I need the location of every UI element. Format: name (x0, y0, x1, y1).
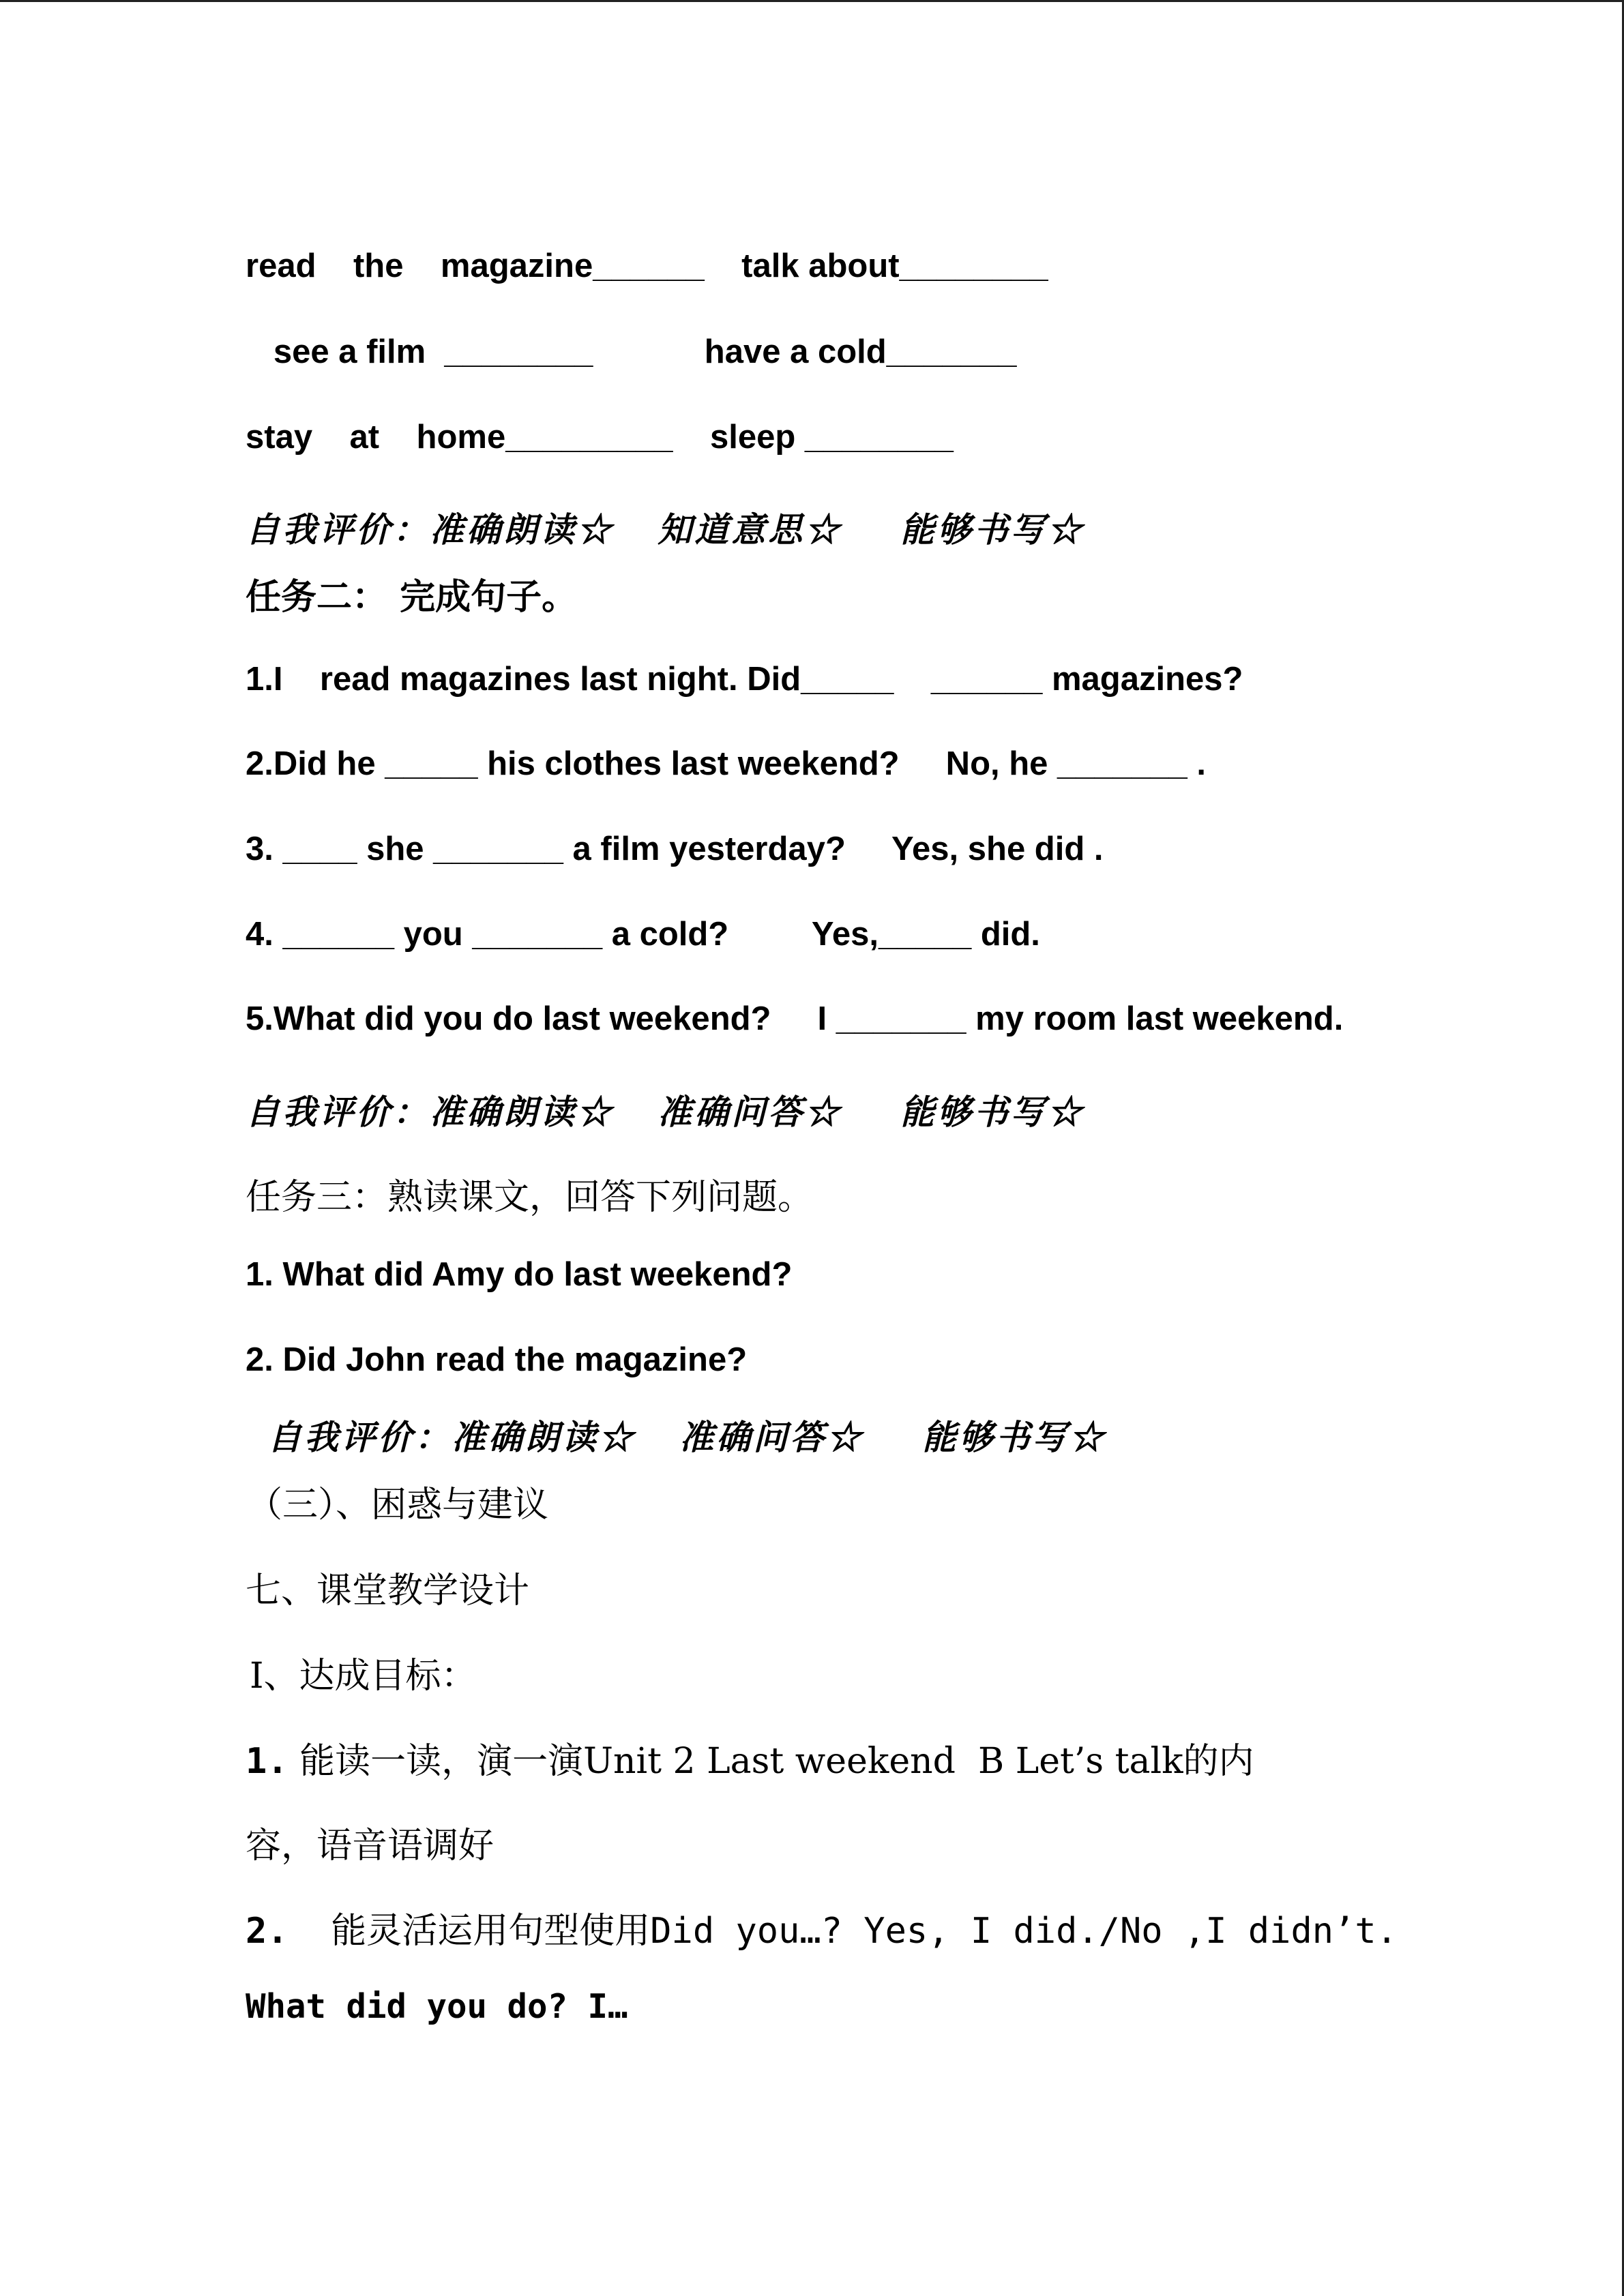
task2-item-4: 4. ______ you _______ a cold? Yes,_____ did. (246, 916, 1040, 953)
goal-item-2-text: 能灵活运用句型使用Did you…? Yes, I did./No ,I didn’t. (288, 1911, 1398, 1952)
goal-item-1-number: 1. (246, 1741, 289, 1782)
task3-item-1: 1. What did Amy do last weekend? (246, 1256, 793, 1293)
goal-item-1-line-2: 容，语音语调好 (246, 1825, 494, 1866)
task3-self-evaluation: 自我评价：准确朗读☆ 准确问答☆ 能够书写☆ (267, 1417, 1106, 1457)
goal-item-2-number: 2. (246, 1911, 289, 1952)
task1-row-3: stay at home_________ sleep ________ (246, 419, 954, 456)
task1-self-evaluation: 自我评价：准确朗读☆ 知道意思☆ 能够书写☆ (246, 509, 1084, 550)
task2-item-2: 2.Did he _____ his clothes last weekend? No, he _______ . (246, 745, 1207, 782)
task2-item-5: 5.What did you do last weekend? I _______ my room last weekend. (246, 1000, 1344, 1037)
section-confusion-suggestions: （三）、困惑与建议 (247, 1485, 549, 1525)
task2-item-1: 1.I read magazines last night. Did_____ ______ magazines? (246, 661, 1243, 698)
task2-item-3: 3. ____ she _______ a film yesterday? Yes, she did . (246, 831, 1104, 867)
goal-item-2-line-1 (246, 1902, 1398, 1953)
task1-row-2: see a film ________ have a cold_______ (246, 333, 1017, 370)
section-classroom-design: 七、课堂教学设计 (246, 1570, 530, 1611)
goal-item-1-text: 能读一读，演一演Unit 2 Last weekend B Let’s talk的内 (288, 1741, 1254, 1782)
goal-item-1-line-1 (246, 1732, 1254, 1783)
task3-item-2: 2. Did John read the magazine? (246, 1341, 748, 1378)
page-border-top (0, 0, 1624, 2)
task1-row-1: read the magazine______ talk about________ (246, 248, 1048, 284)
task2-self-evaluation: 自我评价：准确朗读☆ 准确问答☆ 能够书写☆ (246, 1092, 1084, 1132)
goals-heading: Ⅰ、达成目标： (250, 1656, 477, 1697)
goal-item-2-line-2: What did you do? I… (246, 1987, 628, 2026)
task3-heading: 任务三：熟读课文，回答下列问题。 (246, 1177, 814, 1218)
task2-heading: 任务二： 完成句子。 (246, 577, 578, 618)
